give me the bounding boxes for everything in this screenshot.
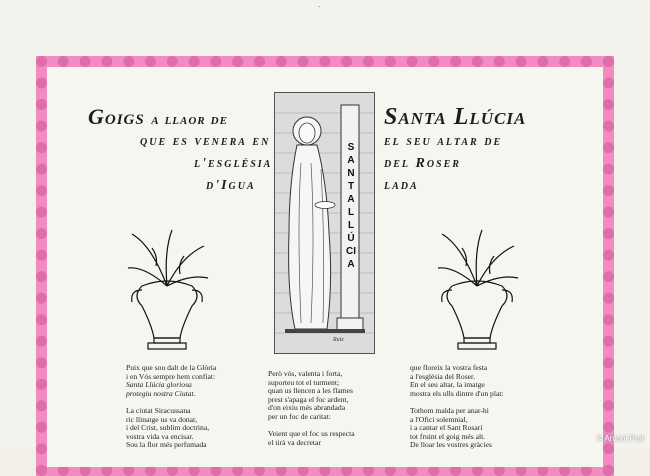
photo-credit: © Antoni Prat [596, 434, 644, 443]
saint-figure-illustration [275, 93, 375, 354]
saint-lucia-engraving [274, 92, 375, 354]
verse-line: En el seu altar, la imatge [410, 380, 485, 390]
verse-line: a l'església del Roser. [410, 371, 476, 381]
verse-line: per un foc de caritat: [268, 411, 331, 421]
title-word-goigs [88, 104, 228, 130]
verse-line: Santa Llúcia gloriosa [126, 380, 192, 390]
title-line2-left: que es venera en [140, 134, 271, 149]
verse-line: ric llinatge us va donar, [126, 414, 198, 424]
title-line3-left: l'església [194, 156, 273, 171]
title-line2-right: el seu altar de [384, 134, 503, 149]
title-goigs: Goigs [88, 104, 145, 129]
verse-line: protegiu nostra Ciutat. [126, 388, 196, 398]
verse-line: Tothom malda per anar-hi [410, 405, 489, 415]
verse-line: que floreix la vostra festa [410, 363, 488, 372]
verse-column-right [410, 364, 504, 450]
verse-line: a l'Ofici solemnial, [410, 414, 468, 424]
title-line4-left: d'Igua [206, 178, 256, 193]
artist-signature: Ruiz [333, 337, 344, 343]
right-flower-vase-illustration [432, 226, 522, 356]
verse-line: tot fruint el goig més alt. [410, 431, 486, 441]
verse-column-middle [268, 370, 355, 447]
verse-line: quan us llencen a les flames [268, 386, 353, 396]
verse-line: Però vós, valenta i forta, [268, 369, 343, 378]
left-flower-vase-illustration [122, 226, 212, 356]
verse-line: Veient que el foc us respecta [268, 429, 355, 439]
title-line3-right: del Roser [384, 156, 461, 171]
verse-line: el tirà va decretar [268, 437, 321, 447]
verse-line: De lloar les vostres gràcies [410, 440, 492, 450]
title-line4-right: lada [384, 178, 419, 193]
verse-line: vostra vida va encisar. [126, 431, 194, 441]
verse-line: mostra els ulls dintre d'un plat: [410, 388, 504, 398]
column-inscription: SANTA LLÚCIA [346, 142, 356, 270]
verse-line: Puix que sou dalt de la Glòria [126, 363, 217, 372]
title-a-llaor: a llaor de [151, 111, 228, 128]
verse-line: i a cantar el Sant Rosari [410, 423, 483, 433]
verse-line: i del Crist, sublim doctrina, [126, 423, 210, 433]
title-santa-llucia: Santa Llúcia [384, 104, 527, 130]
verse-line: Sou la flor més perfumada [126, 440, 207, 450]
verse-line: d'on eixiu més abrandada [268, 403, 346, 413]
verse-line: i en Vós sempre hem confiat: [126, 371, 216, 381]
verse-line: La ciutat Siracussana [126, 405, 191, 415]
verse-line: prest s'apaga el foc ardent, [268, 394, 349, 404]
verse-column-left [126, 364, 216, 450]
verse-line: suporteu tot el turment; [268, 377, 340, 387]
top-mark: - [318, 2, 321, 10]
